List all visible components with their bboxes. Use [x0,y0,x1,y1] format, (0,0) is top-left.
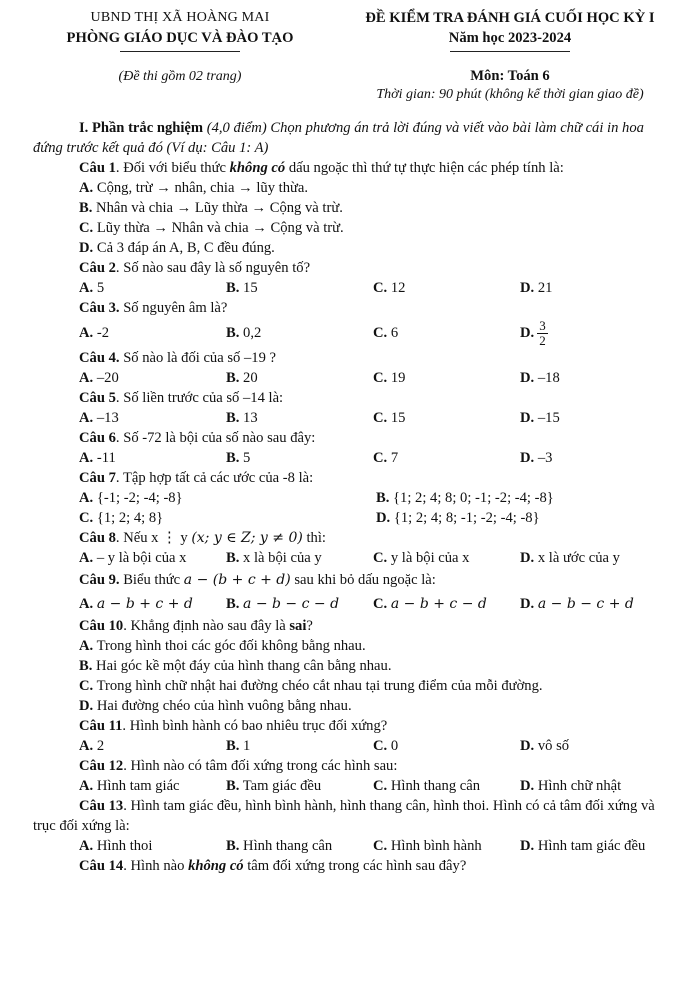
title-underline [450,51,570,52]
options-row-6 [33,448,673,468]
option-label: C. [79,510,94,527]
option-label: D. [520,596,535,613]
option-text: {1; 2; 4; 8; 0; -1; -2; -4; -8} [393,490,554,507]
part1-points: (4,0 điểm) [206,120,267,136]
option-label: D. [79,698,94,715]
org-line-1: UBND THỊ XÃ HOÀNG MAI [90,10,270,25]
option-label: A. [79,490,94,507]
option-10d [33,696,673,716]
option-text: 5 [243,450,251,467]
options-row-2 [33,278,673,298]
exam-title-block [330,8,690,104]
option-text: vô số [537,738,570,755]
question-label: Câu 13 [79,798,124,815]
option-5a [79,408,226,428]
option-label: C. [373,410,388,427]
question-text: sau khi bỏ dấu ngoặc là: [290,572,436,589]
option-1b [33,198,673,218]
part1-instruction: Chọn phương án trả lời đúng và viết vào bài làm chữ cái in hoa đứng trước kết quả đó (Ví dụ: Câu 1: A) [33,120,644,156]
option-label: D. [520,778,535,795]
option-text: Hình thang cân [390,778,481,795]
option-4d [520,368,667,388]
question-text: . Tập hợp tất cả các ước của -8 là: [115,470,314,487]
option-4c [373,368,520,388]
option-label: C. [373,370,388,387]
question-text: . Đối với biểu thức [115,160,230,176]
exam-content [33,118,673,876]
option-13c [373,836,520,856]
question-text: . Hình nào có tâm đối xứng trong các hình sau: [123,758,398,775]
option-2d [520,278,667,298]
option-text: a − b − c − d [243,596,340,613]
option-3a [79,318,226,348]
options-row-4 [33,368,673,388]
options-row-8 [33,548,673,568]
question-text: . Hình nào [123,858,189,875]
question-label: Câu 11 [79,718,123,735]
option-text: 19 [390,370,406,387]
question-text: . Hình tam giác đều, hình bình hành, hình thang cân, hình thoi. Hình có cả tâm đối xứng và trục đối xứng là: [33,798,655,835]
option-13d [520,836,667,856]
option-text: Hình tam giác [96,778,180,795]
option-text: Tam giác đều [242,778,322,795]
option-7a [79,488,376,508]
question-label: Câu 1 [79,160,116,176]
option-10a [33,636,673,656]
question-label: Câu 10 [79,618,124,635]
options-row-3 [33,318,673,348]
option-4a [79,368,226,388]
option-label: A. [79,778,94,795]
question-text: tâm đối xứng trong các hình sau đây? [243,858,467,875]
question-1 [33,158,673,178]
option-text: –3 [537,450,553,467]
option-label: D. [520,550,535,567]
option-text: Hình bình hành [390,838,482,855]
option-label: C. [373,450,388,467]
math-expression: a − (b + c + d) [183,572,291,589]
option-text: {1; 2; 4; 8} [96,510,164,527]
option-text: a − b − c + d [537,596,634,613]
option-text: a − b + c + d [96,596,193,613]
option-label: A. [79,180,94,196]
option-3b [226,318,373,348]
part1-title: I. Phần trắc nghiệm [79,120,204,136]
question-label: Câu 7 [79,470,116,487]
question-label: Câu 5 [79,390,116,407]
organization-block [30,8,330,87]
question-label: Câu 3. [79,300,120,316]
question-text: . Số nào sau đây là số nguyên tố? [115,260,311,276]
option-5b [226,408,373,428]
options-row-7b [33,508,673,528]
option-label: A. [79,410,94,427]
option-label: A. [79,738,94,755]
option-6c [373,448,520,468]
question-text: Số nguyên âm là? [119,300,228,316]
option-label: B. [79,200,93,216]
question-4 [33,348,673,368]
question-text: . Số -72 là bội của số nào sau đây: [115,430,316,447]
org-underline [120,51,240,52]
option-5d [520,408,667,428]
option-label: C. [373,550,388,567]
option-text: –18 [537,370,560,387]
option-label: B. [226,410,240,427]
question-text: Biểu thức [119,572,184,589]
option-text: 1 [243,738,251,755]
option-label: C. [373,596,388,613]
options-row-12 [33,776,673,796]
question-text: . Nếu x ⋮ y [115,530,192,547]
question-label: Câu 4. [79,350,120,367]
option-6b [226,448,373,468]
question-9 [33,568,673,592]
option-text: Lũy thừa → Nhân và chia → Cộng và trừ. [96,220,344,236]
option-text: Trong hình thoi các góc đối không bằng nhau. [96,638,366,655]
option-label: B. [376,490,390,507]
question-13 [33,796,673,836]
option-text: 0,2 [243,325,262,342]
option-12c [373,776,520,796]
question-emphasis: sai [289,618,307,635]
option-label: A. [79,450,94,467]
options-row-7a [33,488,673,508]
options-row-5 [33,408,673,428]
option-7b [376,488,673,508]
option-label: B. [226,738,240,755]
option-text: x là bội của y [243,550,322,567]
option-text: Hình thang cân [243,838,333,855]
option-text: Cộng, trừ → nhân, chia → lũy thừa. [96,180,309,196]
option-label: D. [520,410,535,427]
option-text: 12 [390,280,406,296]
option-text: 7 [390,450,399,467]
option-label: C. [373,838,388,855]
option-label: C. [373,778,388,795]
option-12a [79,776,226,796]
option-label: C. [79,678,94,695]
option-text: Nhân và chia → Lũy thừa → Cộng và trừ. [96,200,343,216]
question-7 [33,468,673,488]
option-2b [226,278,373,298]
option-label: A. [79,370,94,387]
option-text: {-1; -2; -4; -8} [96,490,183,507]
question-text: . Hình bình hành có bao nhiêu trục đối xứng? [122,718,388,735]
question-text: . Khẳng định nào sau đây là [123,618,290,635]
option-3d [520,318,667,348]
option-text: 15 [243,280,258,296]
option-label: A. [79,596,94,613]
option-2a [79,278,226,298]
option-text: Hai góc kề một đáy của hình thang cân bằng nhau. [96,658,392,675]
option-9b [226,592,373,616]
option-8d [520,548,667,568]
question-label: Câu 9. [79,572,120,589]
question-14 [33,856,673,876]
option-label: D. [79,240,94,256]
question-6 [33,428,673,448]
option-label: A. [79,638,94,655]
question-text: . Số liền trước của số –14 là: [115,390,284,407]
option-label: D. [520,325,535,341]
option-label: A. [79,838,94,855]
option-1c [33,218,673,238]
option-label: D. [520,370,535,387]
option-text: Hình thoi [96,838,153,855]
math-condition: (x; y ∈ Z; y ≠ 0) [191,530,303,547]
option-label: C. [373,325,388,342]
option-1a [33,178,673,198]
option-text: -2 [96,325,110,342]
option-8b [226,548,373,568]
option-text: Hai đường chéo của hình vuông bằng nhau. [96,698,352,715]
question-label: Câu 14 [79,858,124,875]
option-text: Trong hình chữ nhật hai đường chéo cắt nhau tại trung điểm của mỗi đường. [96,678,543,695]
question-label: Câu 6 [79,430,116,447]
option-text: 21 [537,280,553,296]
question-11 [33,716,673,736]
option-6a [79,448,226,468]
option-label: B. [226,838,240,855]
option-label: B. [226,325,240,342]
option-2c [373,278,520,298]
question-2 [33,258,673,278]
pages-note: (Đề thi gồm 02 trang) [118,69,242,84]
document-header [0,8,700,104]
option-label: D. [520,450,535,467]
option-label: B. [226,280,240,296]
org-line-2: PHÒNG GIÁO DỤC VÀ ĐÀO TẠO [66,30,294,46]
option-text: –20 [96,370,119,387]
option-13b [226,836,373,856]
option-9d [520,592,667,616]
option-text: –13 [96,410,119,427]
option-label: B. [226,450,240,467]
option-8a [79,548,226,568]
option-text: – y là bội của x [96,550,187,567]
option-9c [373,592,520,616]
question-label: Câu 12 [79,758,124,775]
option-label: D. [520,280,535,296]
option-6d [520,448,667,468]
option-label: A. [79,325,94,342]
option-11c [373,736,520,756]
option-7d [376,508,673,528]
options-row-11 [33,736,673,756]
option-1d [33,238,673,258]
option-text: 2 [96,738,105,755]
option-label: A. [79,280,94,296]
option-10c [33,676,673,696]
option-3c [373,318,520,348]
question-8 [33,528,673,548]
option-8c [373,548,520,568]
option-text: Hình chữ nhật [537,778,622,795]
subject: Môn: Toán 6 [470,68,550,84]
option-label: C. [79,220,94,236]
option-label: A. [79,550,94,567]
option-text: {1; 2; 4; 8; -1; -2; -4; -8} [393,510,540,527]
options-row-13 [33,836,673,856]
option-9a [79,592,226,616]
option-text: 15 [390,410,406,427]
option-label: D. [520,738,535,755]
question-text: ? [306,618,313,635]
option-text: 5 [96,280,105,296]
option-label: B. [226,370,240,387]
option-text: x là ước của y [537,550,620,567]
option-text: Hình tam giác đều [537,838,646,855]
fraction-denominator: 2 [539,333,546,349]
fraction-numerator: 3 [539,318,546,334]
exam-title: ĐỀ KIỂM TRA ĐÁNH GIÁ CUỐI HỌC KỲ I [365,10,655,26]
option-label: D. [520,838,535,855]
option-12d [520,776,667,796]
question-10 [33,616,673,636]
option-11d [520,736,667,756]
option-label: C. [373,738,388,755]
time-limit: Thời gian: 90 phút (không kể thời gian giao đề) [376,87,644,102]
school-year: Năm học 2023-2024 [448,30,572,46]
question-emphasis: không có [229,160,286,176]
option-11b [226,736,373,756]
question-label: Câu 2 [79,260,116,276]
question-text: Số nào là đối của số –19 ? [119,350,276,367]
question-3 [33,298,673,318]
option-text: y là bội của x [390,550,470,567]
part1-heading [33,118,673,158]
option-11a [79,736,226,756]
option-5c [373,408,520,428]
fraction [537,319,548,348]
question-text: thì: [302,530,326,547]
option-text: -11 [96,450,116,467]
option-10b [33,656,673,676]
option-text: 6 [390,325,399,342]
option-12b [226,776,373,796]
question-emphasis: không có [188,858,244,875]
option-7c [79,508,376,528]
question-12 [33,756,673,776]
option-label: D. [376,510,391,527]
options-row-9 [33,592,673,616]
option-label: B. [79,658,93,675]
option-text: Cả 3 đáp án A, B, C đều đúng. [96,240,275,256]
option-4b [226,368,373,388]
option-label: B. [226,778,240,795]
option-label: C. [373,280,388,296]
option-text: –15 [537,410,560,427]
option-text: 0 [390,738,399,755]
question-text: dấu ngoặc thì thứ tự thực hiện các phép tính là: [285,160,564,176]
option-text: 20 [243,370,258,387]
option-label: B. [226,550,240,567]
question-5 [33,388,673,408]
option-13a [79,836,226,856]
option-label: B. [226,596,240,613]
option-text: a − b + c − d [390,596,487,613]
question-label: Câu 8 [79,530,116,547]
option-text: 13 [243,410,258,427]
